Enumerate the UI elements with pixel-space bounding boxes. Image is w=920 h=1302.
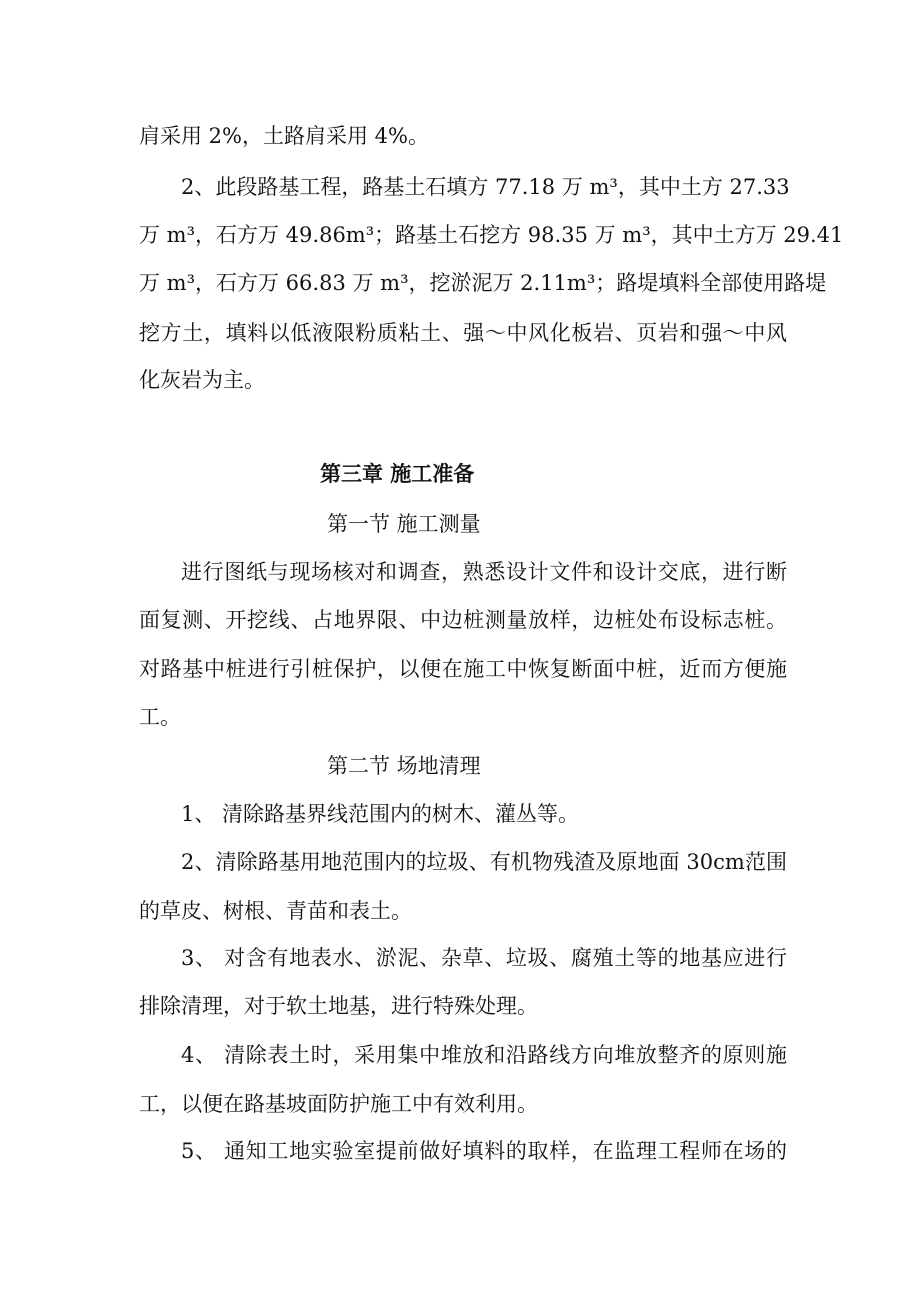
item2-line-3: 万 m³，石方万 66.83 万 m³，挖淤泥万 2.11m³；路堤填料全部使用路堤 bbox=[139, 271, 827, 295]
section1-line-1: 进行图纸与现场核对和调查，熟悉设计文件和设计交底，进行断 bbox=[181, 560, 787, 584]
item2-line-1: 2、此段路基工程，路基土石填方 77.18 万 m³，其中土方 27.33 bbox=[181, 175, 790, 199]
chapter-title: 第三章 施工准备 bbox=[320, 461, 475, 486]
intro-line-1: 肩采用 2%，土路肩采用 4%。 bbox=[139, 124, 429, 148]
section2-item2-line-1: 2、清除路基用地范围内的垃圾、有机物残渣及原地面 30cm范围 bbox=[181, 850, 787, 874]
section2-item2-line-2: 的草皮、树根、青苗和表土。 bbox=[139, 899, 412, 923]
section2-item4-line-2: 工，以便在路基坡面防护施工中有效利用。 bbox=[139, 1092, 538, 1116]
item2-line-2: 万 m³，石方万 49.86m³；路基土石挖方 98.35 万 m³，其中土方万 29.41 bbox=[139, 223, 844, 247]
section1-title: 第一节 施工测量 bbox=[327, 512, 481, 536]
section1-line-2: 面复测、开挖线、占地界限、中边桩测量放样，边桩处布设标志桩。 bbox=[139, 608, 787, 632]
section2-item5-line-1: 5、 通知工地实验室提前做好填料的取样，在监理工程师在场的 bbox=[181, 1139, 787, 1163]
item2-line-5: 化灰岩为主。 bbox=[139, 368, 265, 392]
item2-line-4: 挖方土，填料以低液限粉质粘土、强～中风化板岩、页岩和强～中风 bbox=[139, 321, 787, 345]
section2-item3-line-1: 3、 对含有地表水、淤泥、杂草、垃圾、腐殖土等的地基应进行 bbox=[181, 946, 787, 970]
section2-item4-line-1: 4、 清除表土时，采用集中堆放和沿路线方向堆放整齐的原则施 bbox=[181, 1043, 787, 1067]
section2-item3-line-2: 排除清理，对于软土地基，进行特殊处理。 bbox=[139, 994, 538, 1018]
section2-title: 第二节 场地清理 bbox=[327, 754, 481, 778]
section2-item1-line-1: 1、 清除路基界线范围内的树木、灌丛等。 bbox=[181, 802, 580, 826]
section1-line-3: 对路基中桩进行引桩保护，以便在施工中恢复断面中桩，近而方便施 bbox=[139, 657, 787, 681]
section1-line-4: 工。 bbox=[139, 705, 181, 729]
